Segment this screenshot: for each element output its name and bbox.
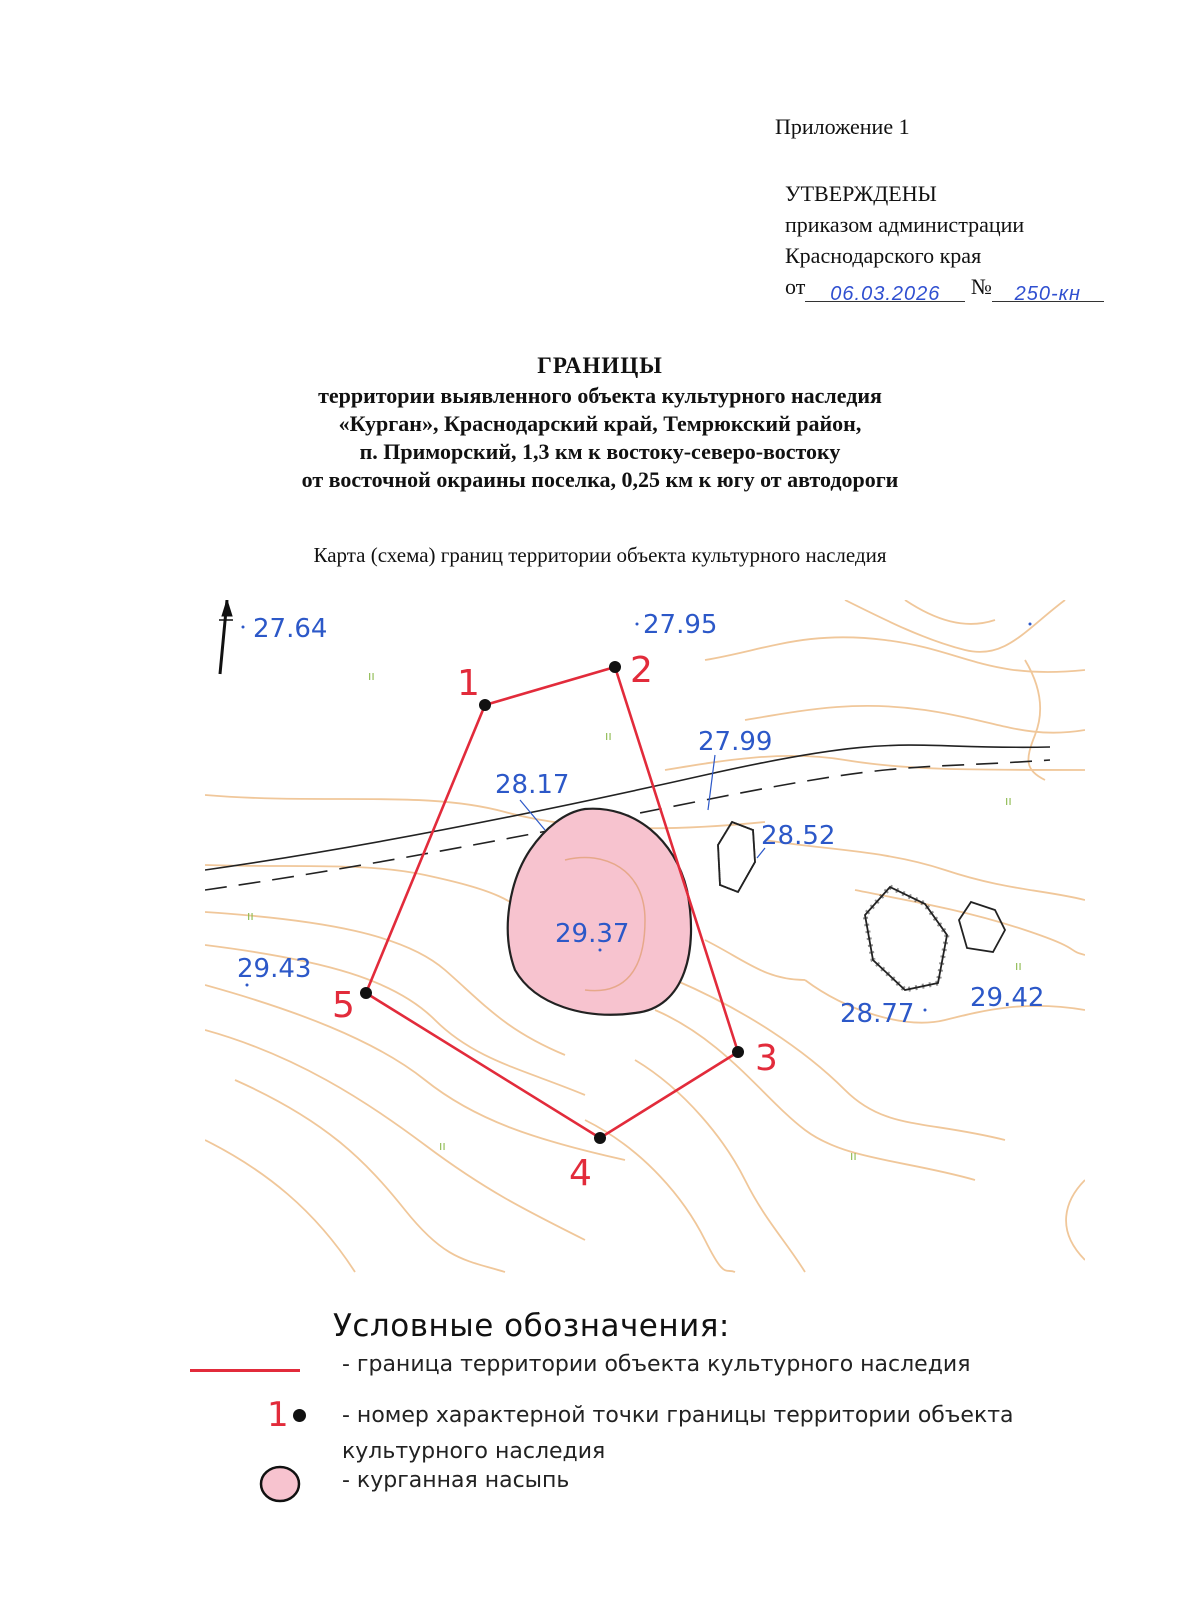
- svg-text:ıı: ıı: [368, 669, 375, 683]
- legend-point-number-swatch: 1: [267, 1395, 289, 1435]
- legend-boundary-description: - граница территории объекта культурного наследия: [342, 1352, 971, 1377]
- appendix-label: Приложение 1: [775, 114, 910, 139]
- date-prefix: от: [785, 274, 806, 299]
- title-line-3: п. Приморский, 1,3 км к востоку-северо-востоку: [359, 439, 841, 464]
- mound-shape: [508, 809, 691, 1015]
- legend-boundary-line-swatch: [190, 1369, 300, 1372]
- elevation-label: 29.37: [555, 919, 630, 949]
- legend-mound-swatch: [258, 1464, 302, 1504]
- boundary-point-2-marker: [609, 661, 621, 673]
- map-caption: Карта (схема) границ территории объекта культурного наследия: [313, 543, 887, 567]
- boundary-point-5-label: 5: [332, 985, 355, 1026]
- boundary-point-3-marker: [732, 1046, 744, 1058]
- elevation-label: 28.77: [840, 999, 915, 1029]
- svg-text:ıı: ıı: [1005, 794, 1012, 808]
- svg-text:ıı: ıı: [247, 909, 254, 923]
- elevation-label: 27.99: [698, 727, 773, 757]
- elevation-label: 27.95: [643, 610, 718, 640]
- boundary-point-1-label: 1: [457, 663, 480, 704]
- boundary-point-5-marker: [360, 987, 372, 999]
- number-prefix: №: [970, 274, 992, 299]
- svg-text:ıı: ıı: [439, 1139, 446, 1153]
- title-line-4: от восточной окраины поселка, 0,25 км к югу от автодороги: [301, 467, 899, 492]
- date-field: [805, 275, 965, 305]
- title-line-2: «Курган», Краснодарский край, Темрюкский район,: [338, 411, 862, 436]
- elevation-label: 29.43: [237, 954, 312, 984]
- elevation-label: 27.64: [253, 614, 328, 644]
- title-main: ГРАНИЦЫ: [537, 353, 663, 378]
- date-value: 06.03.2026: [830, 283, 941, 305]
- svg-text:ıı: ıı: [605, 729, 612, 743]
- svg-text:ıı: ıı: [1015, 959, 1022, 973]
- document-title: [0, 352, 1200, 494]
- svg-text:ıı: ıı: [850, 1149, 857, 1163]
- boundary-point-4-marker: [594, 1132, 606, 1144]
- legend-point-dot-swatch: [293, 1409, 306, 1422]
- elevation-label: 28.52: [761, 821, 836, 851]
- legend-point-description: - номер характерной точки границы территории объекта культурного наследия: [342, 1403, 1014, 1464]
- legend-mound-description: - курганная насыпь: [342, 1468, 570, 1493]
- title-line-1: территории выявленного объекта культурного наследия: [318, 383, 882, 408]
- boundary-point-3-label: 3: [755, 1038, 778, 1079]
- boundary-point-1-marker: [479, 699, 491, 711]
- elevation-label: 29.42: [970, 983, 1045, 1013]
- order-line-1: приказом администрации: [785, 212, 1025, 237]
- approval-block: [785, 178, 1104, 305]
- order-line-2: Краснодарского края: [785, 243, 982, 268]
- boundary-map: [205, 600, 1085, 1280]
- number-value: 250-кн: [1014, 283, 1082, 305]
- number-field: [992, 275, 1104, 305]
- north-arrow: [219, 600, 233, 674]
- legend-title: Условные обозначения:: [333, 1308, 730, 1344]
- order-date-line: [785, 271, 1104, 305]
- boundary-point-2-label: 2: [630, 650, 653, 691]
- boundary-point-4-label: 4: [569, 1153, 592, 1194]
- approved-heading: УТВЕРЖДЕНЫ: [785, 181, 937, 206]
- elevation-label: 28.17: [495, 770, 570, 800]
